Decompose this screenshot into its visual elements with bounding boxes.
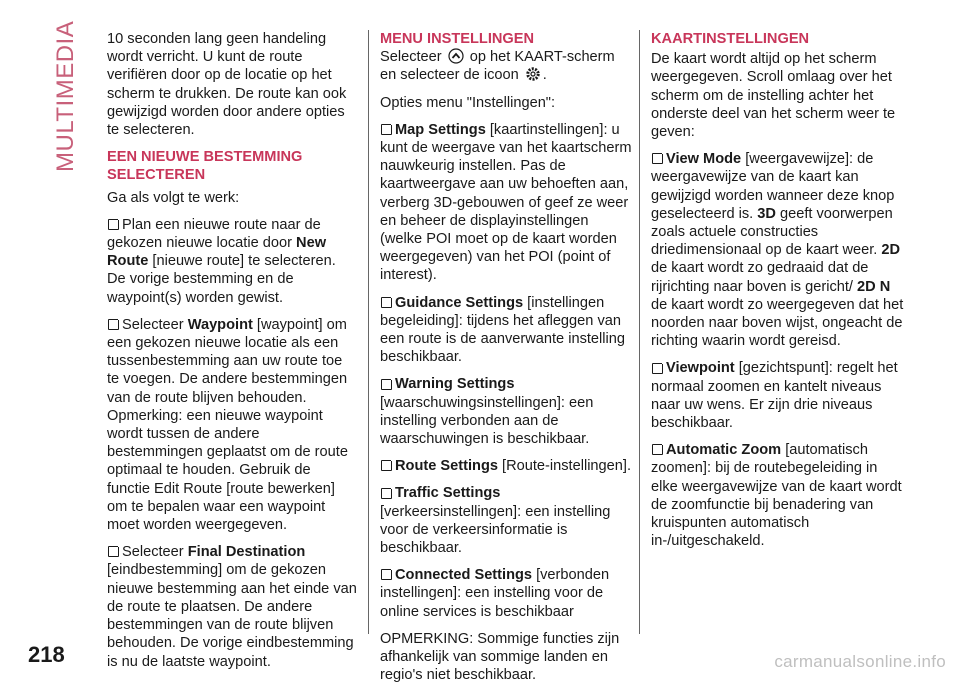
checkbox-bullet-icon	[381, 460, 392, 471]
bullet-connected-settings: Connected Settings [verbonden instellingen]: een instelling voor de online services is beschikbaar	[380, 567, 610, 620]
checkbox-bullet-icon	[381, 297, 392, 308]
checkbox-bullet-icon	[381, 124, 392, 135]
section-side-label	[52, 20, 82, 172]
column-divider-2	[639, 30, 640, 634]
column-3	[651, 30, 906, 559]
map-intro: De kaart wordt altijd op het scherm weergegeven. Scroll omlaag over het scherm om de instelling achter het onderste deel van het scherm weer te geven:	[651, 51, 896, 141]
checkbox-bullet-icon	[652, 444, 663, 455]
bullet-map-settings: Map Settings [kaartinstellingen]: u kunt de weergave van het kaartscherm nauwkeurig instellen. Pas de kaartweergave aan uw behoeften aan, verberg 3D-gebouwen of geef ze weer en beheer de displayinstellingen (welke POI moet op de kaart worden weergegeven) van het POI (point of interest).	[380, 121, 632, 284]
bullet-view-mode: View Mode [weergavewijze]: de weergavewijze van de kaart kan gewijzigd worden wanneer deze knop geselecteerd is. 3D geeft voorwerpen zoals actuele constructies driedimensionaal op de kaart weer. 2D de kaart wordt zo gedraaid dat de rijrichting naar boven is gericht/ 2D N de kaart wordt zo weergegeven dat het noorden naar boven wijst, ongeacht de richting waarin wordt gereisd.	[651, 151, 904, 350]
bullet-final-destination: Selecteer Final Destination [eindbestemming] om de gekozen nieuwe bestemming aan het einde van de route te plaatsen. De andere bestemmingen van de route blijven behouden. De vorige eindbestemming is nu de laatste waypoint.	[107, 544, 357, 670]
column-2	[380, 30, 632, 694]
heading-map-settings: KAARTINSTELLINGEN	[651, 31, 810, 47]
heading-menu-settings: MENU INSTELLINGEN	[380, 31, 535, 47]
heading-new-destination: EEN NIEUWE BESTEMMING SELECTEREN	[107, 149, 303, 184]
checkbox-bullet-icon	[381, 488, 392, 499]
checkbox-bullet-icon	[108, 319, 119, 330]
section-title: MULTIMEDIA	[52, 20, 79, 172]
column-1	[107, 30, 357, 680]
checkbox-bullet-icon	[652, 153, 663, 164]
checkbox-bullet-icon	[652, 363, 663, 374]
intro-paragraph: 10 seconden lang geen handeling wordt verricht. U kunt de route verifiëren door op de locatie op het scherm te drukken. De route kan ook gewijzigd worden door andere opties te selecteren.	[107, 31, 347, 139]
bullet-traffic-settings: Traffic Settings [verkeersinstellingen]: een instelling voor de verkeersinformatie is beschikbaar.	[380, 485, 611, 557]
bullet-automatic-zoom: Automatic Zoom [automatisch zoomen]: bij de routebegeleiding in elke weergavewijze van de kaart wordt de zoomfunctie bij benadering van kruispunten automatisch in-/uitgeschakeld.	[651, 442, 902, 550]
lead-text: Ga als volgt te werk:	[107, 189, 240, 206]
watermark: carmanualsonline.info	[774, 652, 946, 671]
note-text: OPMERKING: Sommige functies zijn afhankelijk van sommige landen en regio's niet beschikbaar.	[380, 630, 620, 684]
checkbox-bullet-icon	[108, 219, 119, 230]
options-lead: Opties menu "Instellingen":	[380, 94, 556, 111]
gear-icon	[525, 66, 541, 82]
column-divider-1	[368, 30, 369, 634]
bullet-route-settings: Route Settings [Route-instellingen].	[380, 457, 632, 475]
checkbox-bullet-icon	[108, 546, 119, 557]
chevron-up-icon	[448, 48, 464, 64]
bullet-viewpoint: Viewpoint [gezichtspunt]: regelt het normaal zoomen en kantelt niveaus naar uw wens. Er zijn drie niveaus beschikbaar.	[651, 360, 898, 432]
page-number: 218	[28, 642, 65, 667]
bullet-guidance-settings: Guidance Settings [instellingen begeleiding]: tijdens het afleggen van een route is de aanverwante instelling beschikbaar.	[380, 294, 626, 366]
select-instruction: Selecteer op het KAART-scherm en selecteer de icoon .	[380, 49, 615, 84]
checkbox-bullet-icon	[381, 379, 392, 390]
checkbox-bullet-icon	[381, 569, 392, 580]
bullet-new-route: Plan een nieuwe route naar de gekozen nieuwe locatie door New Route [nieuwe route] te selecteren. De vorige bestemming en de waypoint(s) worden gewist.	[107, 216, 336, 306]
bullet-warning-settings: Warning Settings [waarschuwingsinstellingen]: een instelling verbonden aan de waarschuwingen is beschikbaar.	[380, 376, 594, 448]
bullet-waypoint: Selecteer Waypoint [waypoint] om een gekozen nieuwe locatie als een tussenbestemming aan uw route toe te voegen. De andere bestemmingen van de route blijven behouden. Opmerking: een nieuwe waypoint wordt tussen de andere bestemmingen geplaatst om de route optimaal te houden. Gebruik de functie Edit Route [route bewerken] om te bepalen waar een waypoint moet worden weergegeven.	[107, 316, 348, 534]
